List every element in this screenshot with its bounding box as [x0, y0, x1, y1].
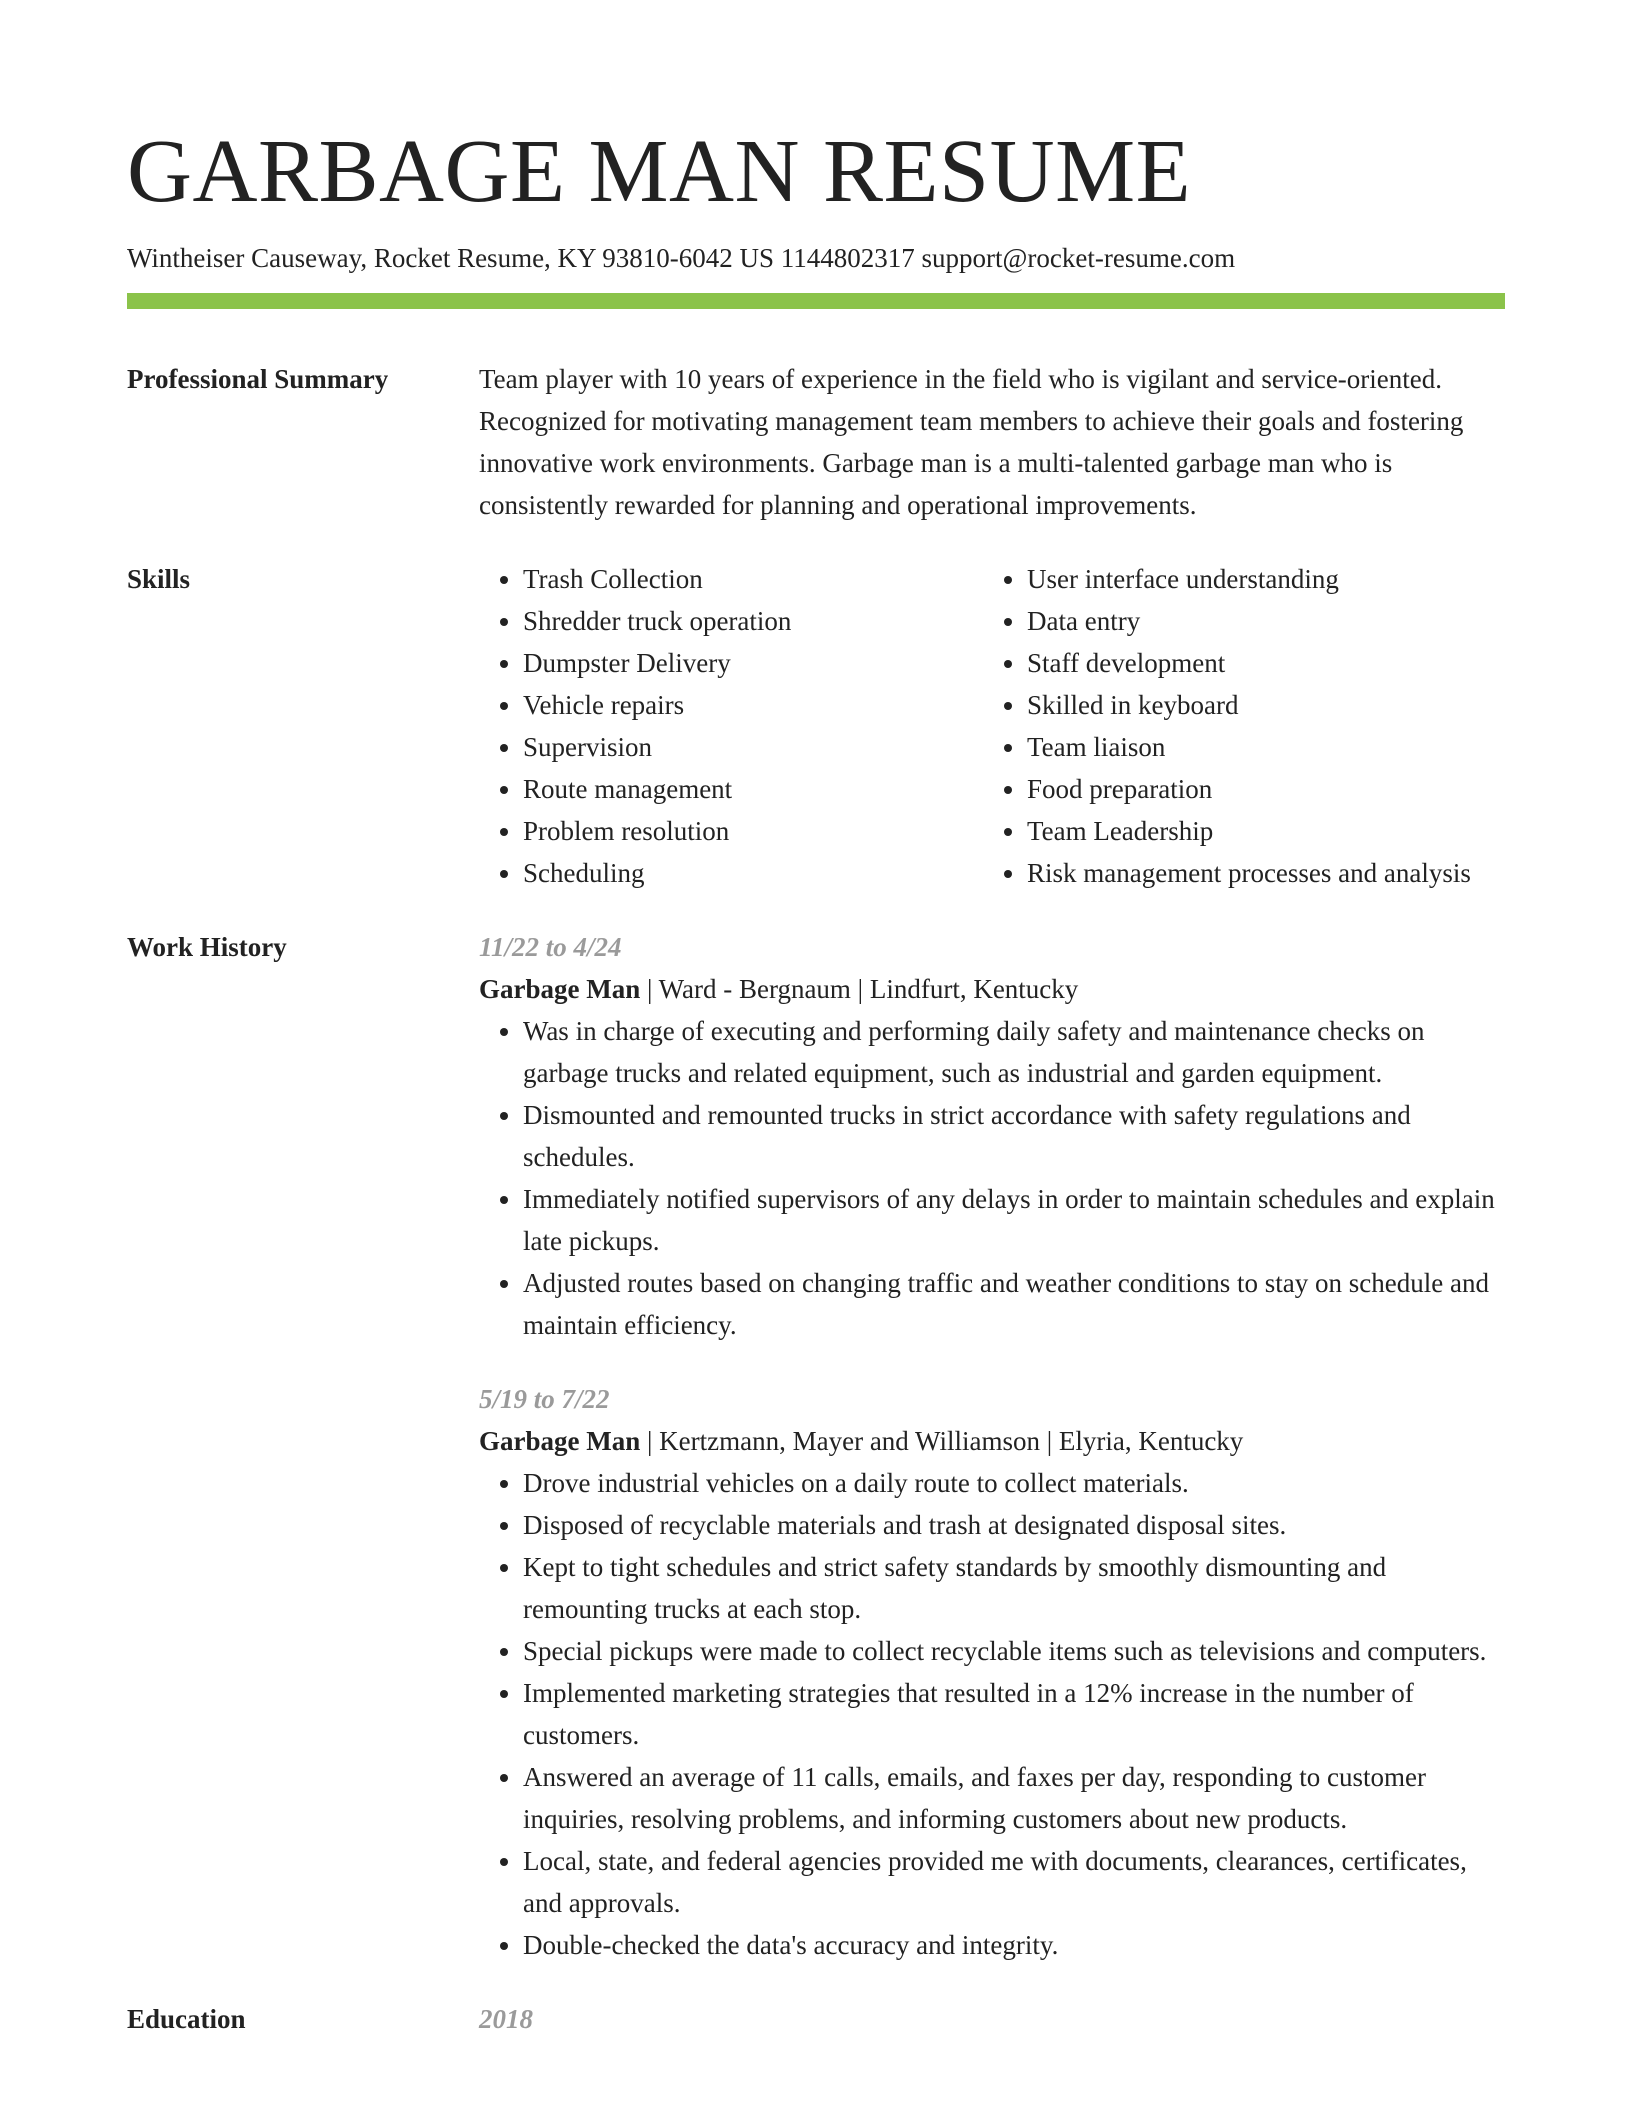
job-duty: • Answered an average of 11 calls, emails, and faxes per day, responding to customer inquiries, resolving problems, and informing customers about new products. [523, 1756, 1505, 1840]
skills-list-right [983, 558, 1471, 894]
job-duty: • Kept to tight schedules and strict safety standards by smoothly dismounting and remounting trucks at each stop. [523, 1546, 1505, 1630]
skill-item: • Route management [523, 768, 983, 810]
job-duties-list [479, 1010, 1505, 1346]
skill-item: • Team Leadership [1027, 810, 1471, 852]
job-entry [479, 1378, 1505, 1966]
job-duty: • Dismounted and remounted trucks in strict accordance with safety regulations and schedules. [523, 1094, 1505, 1178]
skill-item: • Scheduling [523, 852, 983, 894]
job-duty: • Special pickups were made to collect recyclable items such as televisions and computers. [523, 1630, 1505, 1672]
job-duty: • Immediately notified supervisors of any delays in order to maintain schedules and explain late pickups. [523, 1178, 1505, 1262]
header-divider [127, 293, 1505, 309]
job-entry [479, 926, 1505, 1346]
resume-title: GARBAGE MAN RESUME [127, 122, 1192, 221]
skill-item: • Supervision [523, 726, 983, 768]
job-duty: • Was in charge of executing and performing daily safety and maintenance checks on garbage trucks and related equipment, such as industrial and garden equipment. [523, 1010, 1505, 1094]
skill-item: • Trash Collection [523, 558, 983, 600]
work-history-heading: Work History [127, 932, 287, 962]
summary-heading: Professional Summary [127, 364, 389, 394]
skill-item: • Food preparation [1027, 768, 1471, 810]
skill-item: • Risk management processes and analysis [1027, 852, 1471, 894]
job-dates: 11/22 to 4/24 [479, 932, 622, 962]
job-header [479, 968, 1505, 1010]
skill-item: • Skilled in keyboard [1027, 684, 1471, 726]
job-duty: • Double-checked the data's accuracy and integrity. [523, 1924, 1505, 1966]
skills-heading: Skills [127, 564, 191, 594]
education-year: 2018 [479, 2004, 533, 2034]
work-history-section [127, 926, 1505, 1966]
job-employer-location: | Kertzmann, Mayer and Williamson | Elyria, Kentucky [640, 1426, 1244, 1456]
contact-info: Wintheiser Causeway, Rocket Resume, KY 93810-6042 US 1144802317 support@rocket-resume.com [127, 243, 1236, 273]
skill-item: • Problem resolution [523, 810, 983, 852]
skills-list-left [479, 558, 983, 894]
job-duty: • Disposed of recyclable materials and trash at designated disposal sites. [523, 1504, 1505, 1546]
skill-item: • Dumpster Delivery [523, 642, 983, 684]
job-employer-location: | Ward - Bergnaum | Lindfurt, Kentucky [640, 974, 1079, 1004]
job-duty: • Local, state, and federal agencies provided me with documents, clearances, certificates, and approvals. [523, 1840, 1505, 1924]
education-heading: Education [127, 2004, 246, 2034]
skills-section [127, 558, 1505, 894]
job-duty: • Drove industrial vehicles on a daily route to collect materials. [523, 1462, 1505, 1504]
job-header [479, 1420, 1505, 1462]
skill-item: • Data entry [1027, 600, 1471, 642]
resume-page [127, 0, 1505, 2040]
education-section [127, 1998, 1505, 2040]
summary-section [127, 358, 1505, 526]
summary-text: Team player with 10 years of experience in the field who is vigilant and service-oriented. Recognized for motivating management team members to achieve their goals and fostering innovative work environments. Garbage man is a multi-talented garbage man who is consistently rewarded for planning and operational improvements. [479, 364, 1464, 520]
skill-item: • Vehicle repairs [523, 684, 983, 726]
job-title: Garbage Man [479, 974, 641, 1004]
skill-item: • Shredder truck operation [523, 600, 983, 642]
job-duties-list [479, 1462, 1505, 1966]
job-dates: 5/19 to 7/22 [479, 1384, 610, 1414]
job-duty: • Adjusted routes based on changing traffic and weather conditions to stay on schedule and maintain efficiency. [523, 1262, 1505, 1346]
skill-item: • Staff development [1027, 642, 1471, 684]
skill-item: • User interface understanding [1027, 558, 1471, 600]
skill-item: • Team liaison [1027, 726, 1471, 768]
job-title: Garbage Man [479, 1426, 641, 1456]
job-duty: • Implemented marketing strategies that resulted in a 12% increase in the number of customers. [523, 1672, 1505, 1756]
